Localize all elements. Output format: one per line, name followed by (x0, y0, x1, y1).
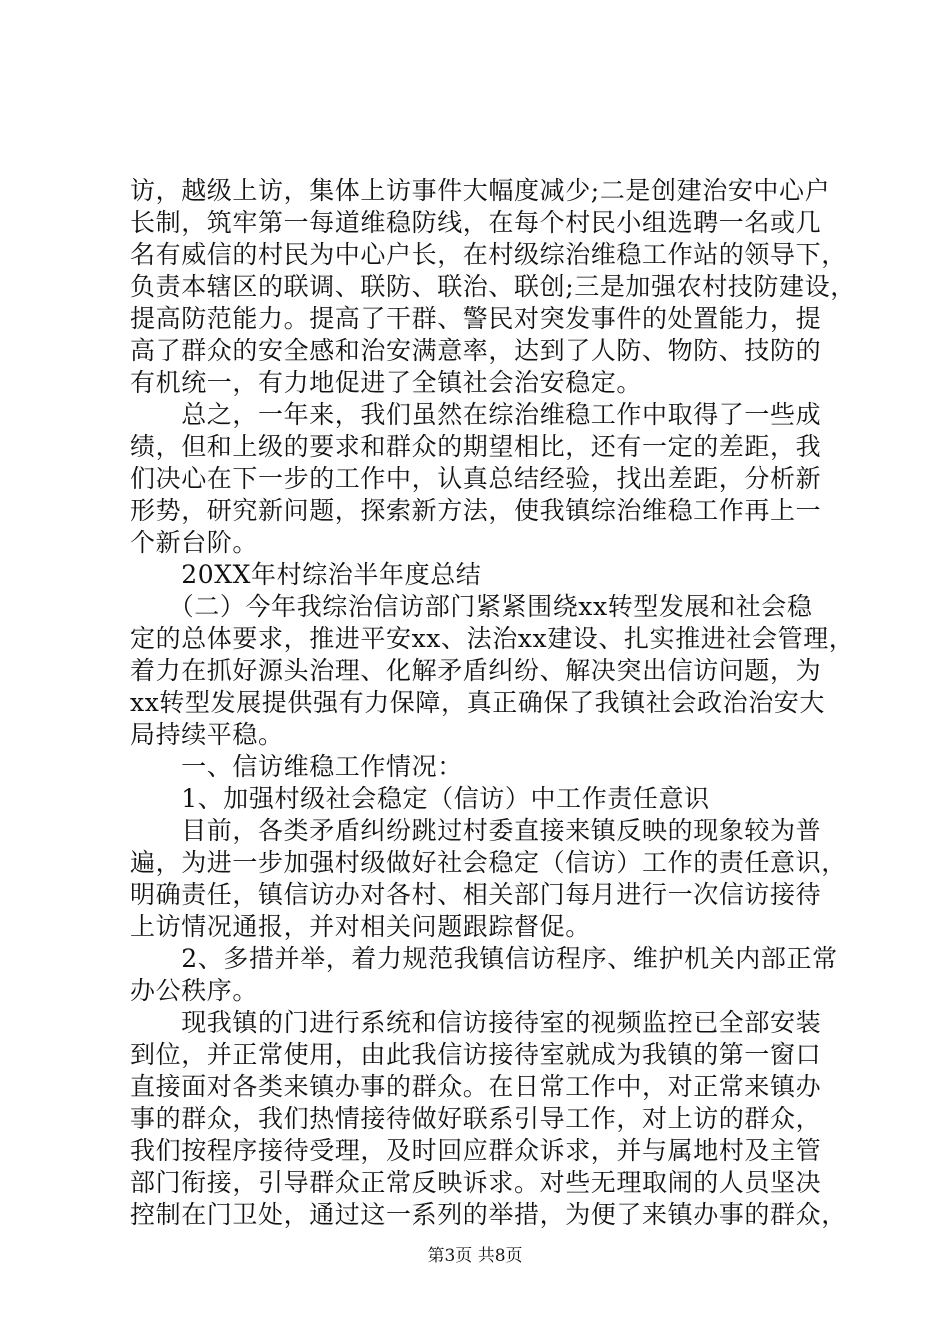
text-line: （二）今年我综治信访部门紧紧围绕xx转型发展和社会稳 (130, 592, 813, 621)
text-line: 长制，筑牢第一每道维稳防线，在每个村民小组选聘一名或几 (130, 208, 822, 237)
text-line: 遍，为进一步加强村级做好社会稳定（信访）工作的责任意识， (130, 848, 847, 877)
text-line: 总之，一年来，我们虽然在综治维稳工作中取得了一些成 (130, 400, 822, 429)
text-line: 上访情况通报，并对相关问题跟踪督促。 (130, 912, 591, 941)
text-line: 事的群众，我们热情接待做好联系引导工作，对上访的群众， (130, 1104, 822, 1133)
text-line: 现我镇的门进行系统和信访接待室的视频监控已全部安装 (130, 1008, 822, 1037)
text-line: 直接面对各类来镇办事的群众。在日常工作中，对正常来镇办 (130, 1072, 822, 1101)
text-line: 部门衔接，引导群众正常反映诉求。对些无理取闹的人员坚决 (130, 1168, 822, 1197)
text-line: 办公秩序。 (130, 976, 259, 1005)
text-line: 有机统一，有力地促进了全镇社会治安稳定。 (130, 368, 643, 397)
text-line: 访，越级上访，集体上访事件大幅度减少;二是创建治安中心户 (130, 176, 831, 205)
text-line: 高了群众的安全感和治安满意率，达到了人防、物防、技防的 (130, 336, 822, 365)
text-line: xx转型发展提供强有力保障，真正确保了我镇社会政治治安大 (130, 688, 826, 717)
text-line: 控制在门卫处，通过这一系列的举措，为便了来镇办事的群众， (130, 1200, 847, 1229)
section-title: 20XX年村综治半年度总结 (130, 560, 482, 589)
text-line: 负责本辖区的联调、联防、联治、联创;三是加强农村技防建设， (130, 272, 856, 301)
document-body (130, 175, 856, 1231)
text-line: 绩，但和上级的要求和群众的期望相比，还有一定的差距，我 (130, 432, 822, 461)
text-line: 局持续平稳。 (130, 720, 284, 749)
text-line: 定的总体要求，推进平安xx、法治xx建设、扎实推进社会管理， (130, 624, 855, 653)
page-number-footer: 第3页 共8页 (427, 1246, 523, 1266)
text-line: 目前，各类矛盾纠纷跳过村委直接来镇反映的现象较为普 (130, 816, 822, 845)
text-line: 着力在抓好源头治理、化解矛盾纠纷、解决突出信访问题，为 (130, 656, 822, 685)
text-line: 到位，并正常使用，由此我信访接待室就成为我镇的第一窗口 (130, 1040, 822, 1069)
text-line: 提高防范能力。提高了干群、警民对突发事件的处置能力，提 (130, 304, 822, 333)
text-line: 们决心在下一步的工作中，认真总结经验，找出差距，分析新 (130, 464, 822, 493)
text-line: 名有威信的村民为中心户长，在村级综治维稳工作站的领导下， (130, 240, 847, 269)
text-line: 个新台阶。 (130, 528, 259, 557)
text-line: 形势，研究新问题，探索新方法，使我镇综治维稳工作再上一 (130, 496, 822, 525)
subsection-heading: 2、多措并举，着力规范我镇信访程序、维护机关内部正常 (130, 944, 838, 973)
text-line: 明确责任，镇信访办对各村、相关部门每月进行一次信访接待 (130, 880, 822, 909)
subsection-heading: 1、加强村级社会稳定（信访）中工作责任意识 (130, 784, 710, 813)
text-line: 我们按程序接待受理，及时回应群众诉求，并与属地村及主管 (130, 1136, 822, 1165)
section-heading: 一、信访维稳工作情况： (130, 752, 463, 781)
